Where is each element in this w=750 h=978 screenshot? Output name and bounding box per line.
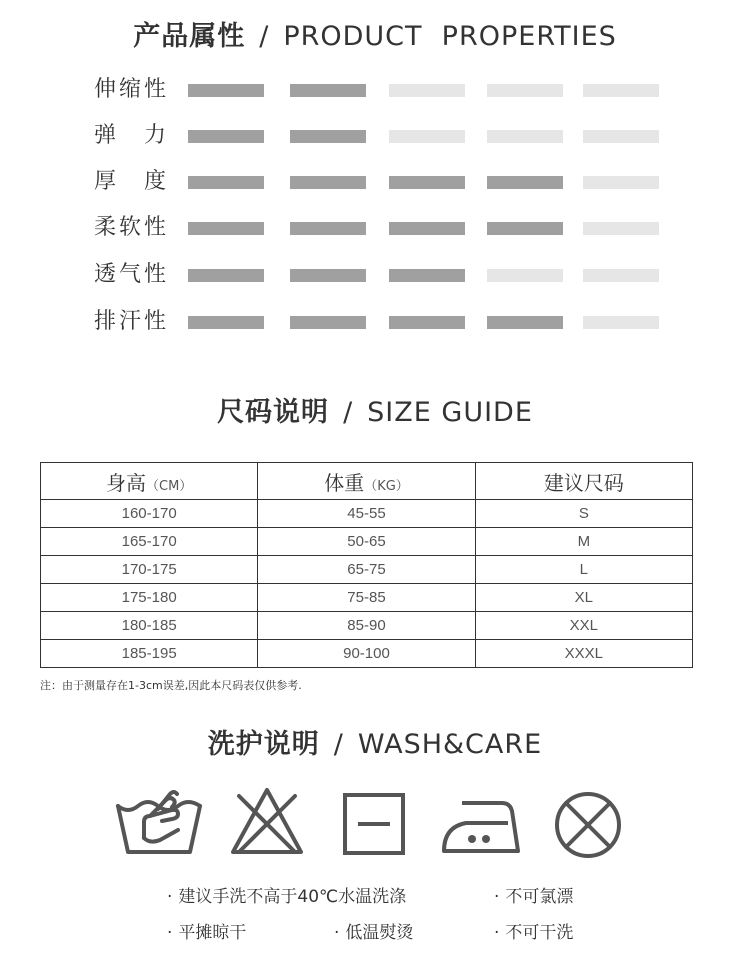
property-row <box>0 167 750 197</box>
property-label-char: 伸 <box>94 77 117 102</box>
level-bar-empty <box>583 269 659 282</box>
property-label <box>94 213 166 243</box>
table-cell: 45-55 <box>258 500 475 528</box>
table-cell: 50-65 <box>258 528 475 556</box>
property-label <box>94 121 166 151</box>
level-bar-empty <box>583 222 659 235</box>
property-label-char: 度 <box>143 169 166 194</box>
table-row <box>41 612 693 640</box>
title-separator: / <box>333 729 344 760</box>
level-bar-filled <box>389 316 465 329</box>
header-height: 身高（CM） <box>41 463 258 500</box>
table-cell: L <box>475 556 692 584</box>
title-cn: 洗护说明 <box>207 729 320 760</box>
level-bar-filled <box>188 316 264 329</box>
property-row <box>0 307 750 337</box>
header-weight: 体重（KG） <box>258 463 475 500</box>
product-properties-title <box>0 14 750 53</box>
table-cell: 85-90 <box>258 612 475 640</box>
property-row <box>0 213 750 243</box>
level-bar-filled <box>188 84 264 97</box>
level-bar-empty <box>583 316 659 329</box>
table-row <box>41 500 693 528</box>
level-bar-filled <box>290 316 366 329</box>
property-label <box>94 167 166 197</box>
care-no-bleach: · 不可氯漂 <box>494 887 574 907</box>
level-bar-empty <box>583 176 659 189</box>
level-bar-filled <box>188 130 264 143</box>
property-row <box>0 75 750 105</box>
property-label-char: 厚 <box>94 169 117 194</box>
no-bleach-icon <box>229 786 305 858</box>
property-label <box>94 307 166 337</box>
level-bar-filled <box>290 84 366 97</box>
care-dry-flat: · 平摊晾干 <box>167 923 247 943</box>
table-row <box>41 556 693 584</box>
table-cell: 180-185 <box>41 612 258 640</box>
level-bar-filled <box>389 269 465 282</box>
level-bar-filled <box>290 222 366 235</box>
property-label-char: 性 <box>143 262 166 287</box>
property-label-char: 排 <box>94 309 117 334</box>
table-row <box>41 584 693 612</box>
property-label-char: 软 <box>118 215 141 240</box>
table-cell: 75-85 <box>258 584 475 612</box>
property-label-char: 透 <box>94 262 117 287</box>
size-table <box>40 462 693 668</box>
level-bar-filled <box>389 222 465 235</box>
table-header-row <box>41 463 693 500</box>
care-hand-wash: · 建议手洗不高于40℃水温洗涤 <box>167 887 407 907</box>
level-bar-filled <box>290 130 366 143</box>
table-cell: 90-100 <box>258 640 475 668</box>
title-cn: 产品属性 <box>133 21 246 52</box>
level-bar-empty <box>583 130 659 143</box>
table-cell: M <box>475 528 692 556</box>
level-bar-empty <box>487 84 563 97</box>
size-note: 注：由于测量存在1-3cm误差,因此本尺码表仅供参考. <box>40 679 302 692</box>
property-label-char: 弹 <box>94 123 117 148</box>
low-iron-icon <box>440 797 522 857</box>
table-row <box>41 528 693 556</box>
property-row <box>0 121 750 151</box>
table-cell: 175-180 <box>41 584 258 612</box>
title-en: WASH&CARE <box>357 729 543 760</box>
title-cn: 尺码说明 <box>217 397 330 428</box>
table-cell: S <box>475 500 692 528</box>
property-row <box>0 260 750 290</box>
header-size: 建议尺码 <box>475 463 692 500</box>
level-bar-filled <box>389 176 465 189</box>
level-bar-filled <box>290 269 366 282</box>
title-en: SIZE GUIDE <box>367 397 533 428</box>
property-label-char: 汗 <box>118 309 141 334</box>
size-guide-title <box>0 390 750 429</box>
level-bar-filled <box>188 222 264 235</box>
table-cell: 170-175 <box>41 556 258 584</box>
property-label-char: 性 <box>143 309 166 334</box>
level-bar-filled <box>290 176 366 189</box>
wash-care-title <box>0 722 750 761</box>
property-label-char: 气 <box>118 262 141 287</box>
level-bar-empty <box>389 84 465 97</box>
table-cell: 185-195 <box>41 640 258 668</box>
table-row <box>41 640 693 668</box>
table-cell: 165-170 <box>41 528 258 556</box>
property-label-char: 性 <box>143 77 166 102</box>
level-bar-empty <box>389 130 465 143</box>
table-cell: 65-75 <box>258 556 475 584</box>
title-en: PRODUCT PROPERTIES <box>283 21 617 52</box>
care-no-dry-clean: · 不可干洗 <box>494 923 574 943</box>
property-label-char: 性 <box>143 215 166 240</box>
title-separator: / <box>259 21 270 52</box>
property-label <box>94 75 166 105</box>
property-label-char: 力 <box>143 123 166 148</box>
level-bar-filled <box>487 176 563 189</box>
table-cell: XXXL <box>475 640 692 668</box>
table-cell: 160-170 <box>41 500 258 528</box>
level-bar-empty <box>583 84 659 97</box>
level-bar-empty <box>487 269 563 282</box>
level-bar-filled <box>188 269 264 282</box>
care-low-iron: · 低温熨烫 <box>334 923 414 943</box>
level-bar-empty <box>487 130 563 143</box>
dry-flat-icon <box>342 792 406 856</box>
property-label <box>94 260 166 290</box>
table-cell: XXL <box>475 612 692 640</box>
level-bar-filled <box>487 316 563 329</box>
property-label-char: 缩 <box>118 77 141 102</box>
no-dry-clean-icon <box>552 789 624 861</box>
table-cell: XL <box>475 584 692 612</box>
title-separator: / <box>343 397 354 428</box>
hand-wash-icon <box>114 782 204 862</box>
level-bar-filled <box>487 222 563 235</box>
level-bar-filled <box>188 176 264 189</box>
property-label-char: 柔 <box>94 215 117 240</box>
